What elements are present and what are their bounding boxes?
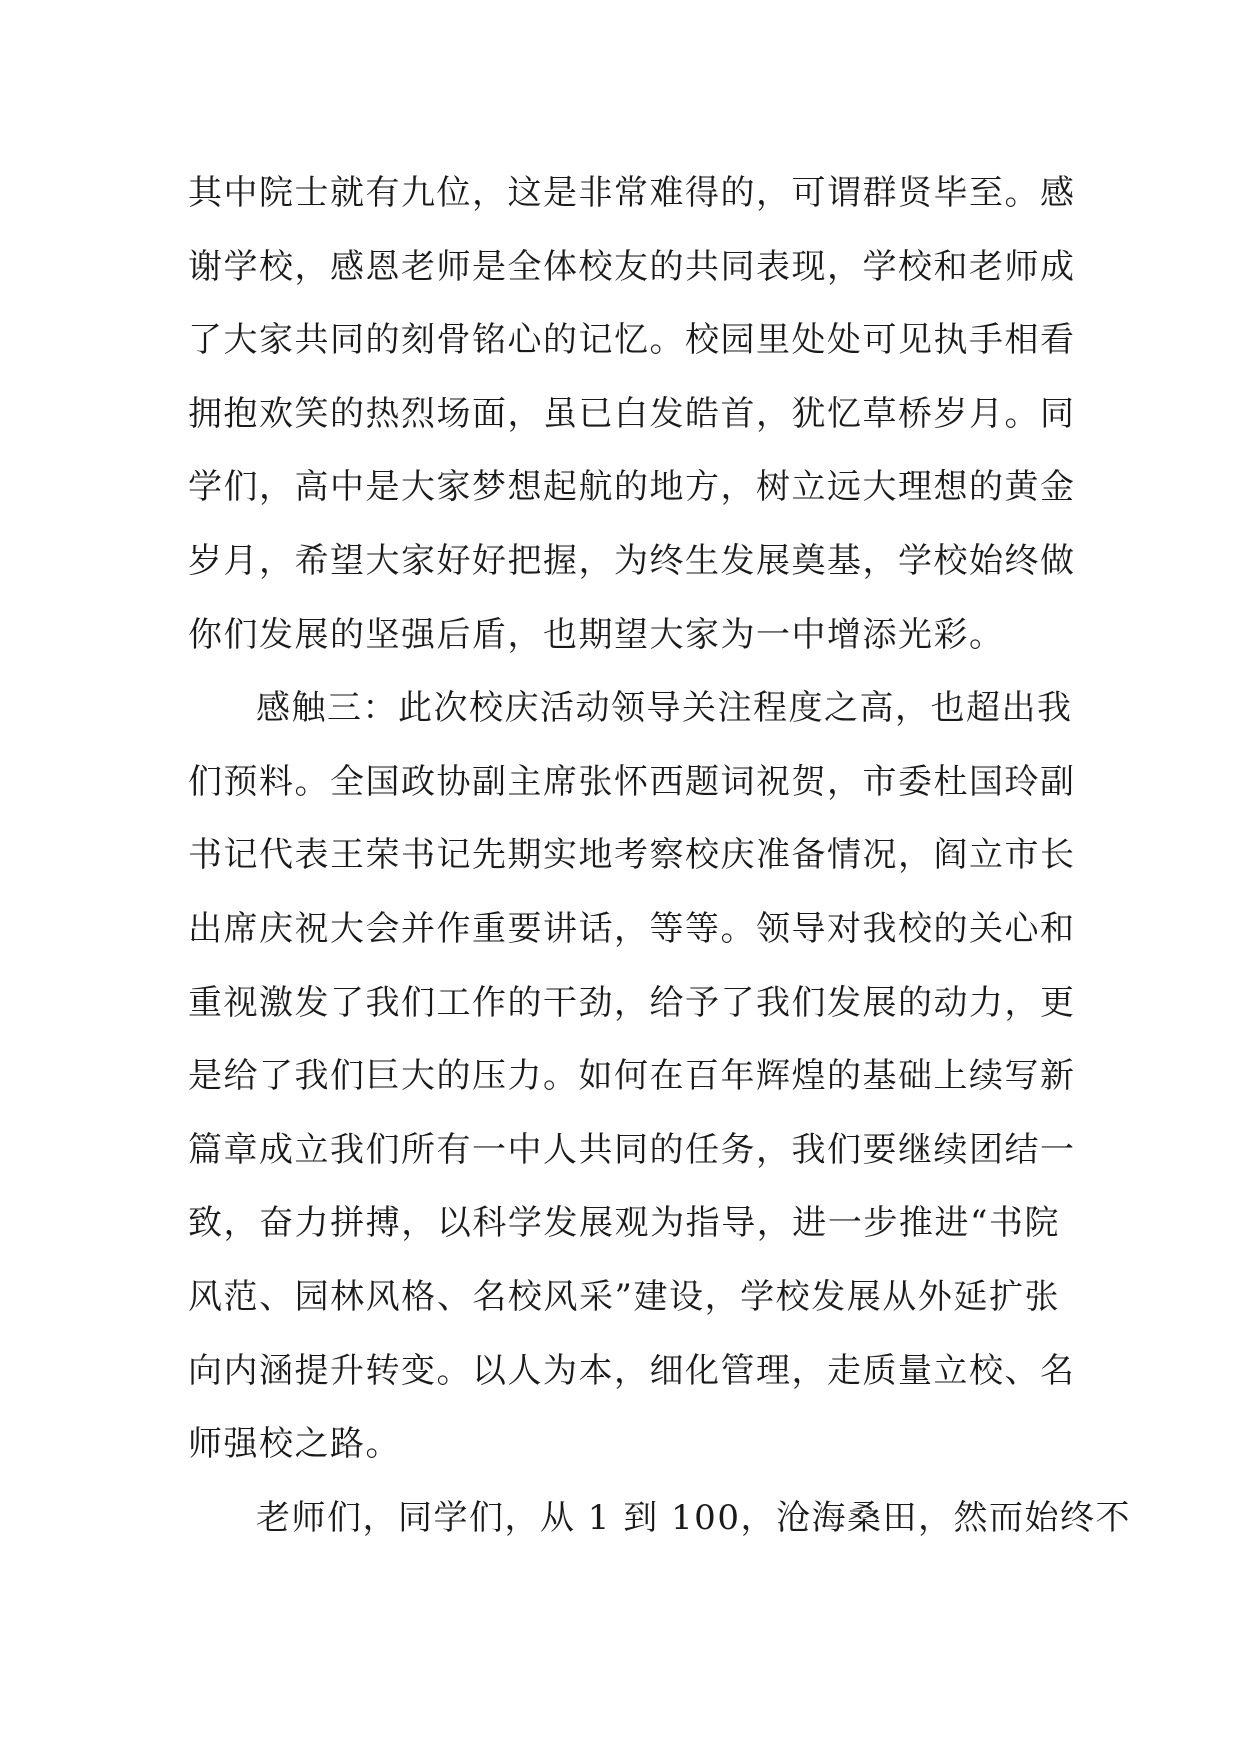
- text-line-1: 其中院士就有九位，这是非常难得的，可谓群贤毕至。感: [188, 173, 1076, 213]
- text-line-14: 篇章成立我们所有一中人共同的任务，我们要继续团结一: [188, 1129, 1076, 1170]
- body-text: [188, 168, 1131, 1566]
- text-line-16: 风范、园林风格、名校风采”建设，学校发展从外延扩张: [188, 1276, 1060, 1317]
- text-line-6: 岁月，希望大家好好把握，为终生发展奠基，学校始终做: [188, 540, 1076, 581]
- text-line-9: 们预料。全国政协副主席张怀西题词祝贺，市委杜国玲副: [188, 761, 1076, 802]
- text-line-17: 向内涵提升转变。以人为本，细化管理，走质量立校、名: [188, 1350, 1076, 1391]
- text-line-15: 致，奋力拼搏，以科学发展观为指导，进一步推进“书院: [188, 1203, 1060, 1244]
- text-line-5: 学们，高中是大家梦想起航的地方，树立远大理想的黄金: [188, 467, 1076, 508]
- text-line-3: 了大家共同的刻骨铭心的记忆。校园里处处可见执手相看: [188, 320, 1076, 361]
- text-line-19: 老师们，同学们，从 1 到 100，沧海桑田，然而始终不: [256, 1497, 1131, 1538]
- text-line-13: 是给了我们巨大的压力。如何在百年辉煌的基础上续写新: [188, 1056, 1076, 1097]
- text-line-18: 师强校之路。: [188, 1424, 401, 1465]
- text-line-2: 谢学校，感恩老师是全体校友的共同表现，学校和老师成: [188, 246, 1076, 287]
- text-line-12: 重视激发了我们工作的干劲，给予了我们发展的动力，更: [188, 982, 1076, 1023]
- text-line-11: 出席庆祝大会并作重要讲话，等等。领导对我校的关心和: [188, 908, 1076, 949]
- text-line-10: 书记代表王荣书记先期实地考察校庆准备情况，阎立市长: [188, 835, 1076, 876]
- text-line-4: 拥抱欢笑的热烈场面，虽已白发皓首，犹忆草桥岁月。同: [188, 393, 1076, 434]
- text-line-7: 你们发展的坚强后盾，也期望大家为一中增添光彩。: [188, 614, 1005, 655]
- text-line-8: 感触三：此次校庆活动领导关注程度之高，也超出我: [256, 688, 1073, 729]
